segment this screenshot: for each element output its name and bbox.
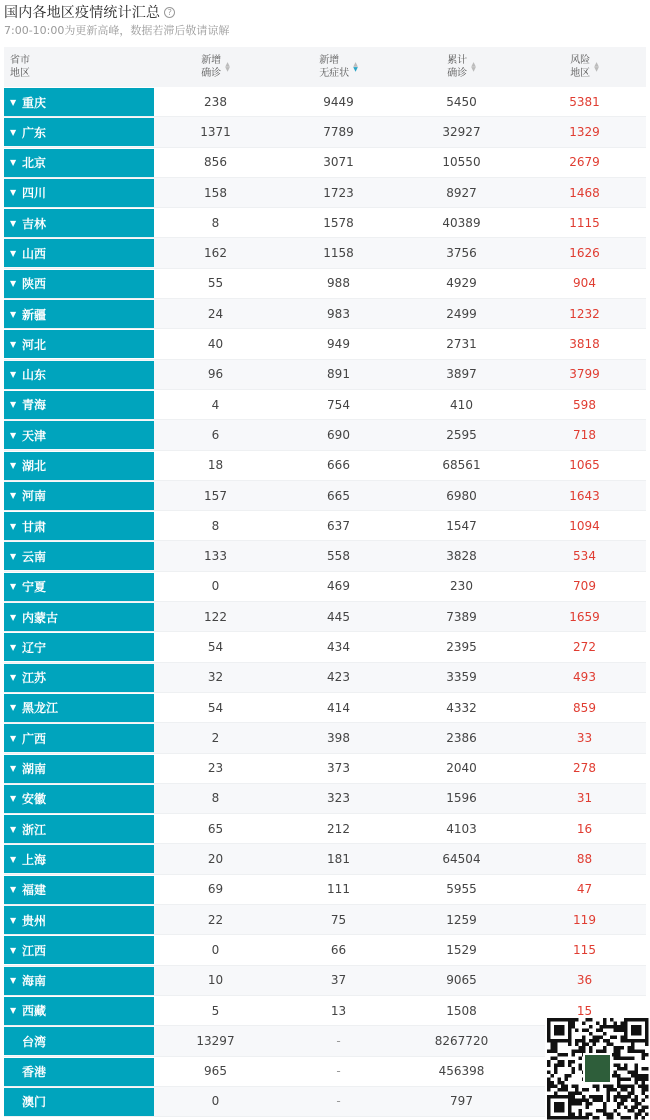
new-asymptomatic-cell: 754: [327, 397, 350, 412]
risk-areas-cell: 1065: [569, 458, 600, 473]
total-confirmed-cell: 4929: [446, 276, 477, 291]
province-toggle[interactable]: [4, 997, 154, 1025]
risk-areas-cell: 859: [573, 700, 596, 715]
province-toggle[interactable]: [4, 452, 154, 480]
province-name: 重庆: [22, 95, 47, 110]
risk-areas-cell: 1626: [569, 246, 600, 261]
province-toggle[interactable]: [4, 542, 154, 570]
caret-down-icon: ▼: [10, 612, 17, 622]
risk-areas-cell: 718: [573, 427, 596, 442]
new-confirmed-cell: 8: [211, 518, 220, 533]
new-confirmed-cell: 1371: [200, 124, 231, 139]
new-asymptomatic-cell: 1578: [323, 215, 354, 230]
province-name: 天津: [22, 428, 47, 443]
new-confirmed-cell: 238: [204, 94, 227, 109]
table-row: [4, 148, 646, 178]
new-asymptomatic-cell: 690: [327, 427, 350, 442]
province-name: 福建: [22, 883, 47, 898]
new-asymptomatic-cell: 558: [327, 549, 350, 564]
risk-areas-cell: 904: [573, 276, 596, 291]
total-confirmed-cell: 9065: [446, 973, 477, 988]
province-name: 上海: [22, 852, 47, 867]
province-name: 内蒙古: [22, 610, 59, 625]
province-name: 河北: [22, 337, 47, 352]
table-row: [4, 754, 646, 784]
total-confirmed-cell: 10550: [442, 155, 481, 170]
total-confirmed-cell: 230: [450, 579, 473, 594]
province-toggle[interactable]: [4, 724, 154, 752]
table-row: [4, 178, 646, 208]
province-name: 广西: [22, 731, 47, 746]
province-toggle[interactable]: [4, 1088, 154, 1116]
title-row: [4, 2, 175, 22]
new-asymptomatic-cell: 434: [327, 639, 350, 654]
province-name: 甘肃: [22, 519, 47, 534]
caret-down-icon: ▼: [10, 582, 17, 592]
province-toggle[interactable]: [4, 603, 154, 631]
province-toggle[interactable]: [4, 118, 154, 146]
table-row: [4, 541, 646, 571]
province-name: 香港: [22, 1065, 47, 1079]
table-row: [4, 269, 646, 299]
province-toggle[interactable]: [4, 1027, 154, 1055]
caret-down-icon: ▼: [10, 461, 17, 471]
risk-areas-cell: 33: [576, 730, 593, 745]
total-confirmed-cell: 2731: [446, 337, 477, 352]
new-asymptomatic-cell: 37: [330, 973, 347, 988]
new-asymptomatic-cell: 111: [327, 882, 350, 897]
province-toggle[interactable]: [4, 88, 154, 116]
new-confirmed-cell: 122: [204, 609, 227, 624]
sort-icon: ▲ ▼: [594, 61, 599, 73]
table-row: [4, 602, 646, 632]
province-toggle[interactable]: [4, 149, 154, 177]
new-asymptomatic-cell: 414: [327, 700, 350, 715]
total-confirmed-cell: 2595: [446, 427, 477, 442]
province-toggle[interactable]: [4, 967, 154, 995]
province-name: 四川: [22, 186, 47, 201]
risk-areas-cell: 15: [576, 1003, 593, 1018]
new-asymptomatic-cell: 949: [327, 337, 350, 352]
caret-down-icon: ▼: [10, 794, 17, 804]
total-confirmed-cell: 1547: [446, 518, 477, 533]
caret-down-icon: ▼: [10, 400, 17, 410]
new-asymptomatic-cell: 181: [327, 852, 350, 867]
caret-down-icon: ▼: [10, 158, 17, 168]
province-name: 西藏: [22, 1004, 47, 1019]
table-row: [4, 693, 646, 723]
caret-down-icon: ▼: [10, 642, 17, 652]
new-asymptomatic-cell: 373: [327, 761, 350, 776]
table-row: [4, 329, 646, 359]
province-name: 湖南: [22, 762, 47, 777]
table-row: [4, 632, 646, 662]
new-confirmed-cell: 965: [204, 1064, 227, 1079]
new-asymptomatic-cell: -: [336, 1094, 341, 1109]
province-toggle[interactable]: [4, 815, 154, 843]
table-row: [4, 784, 646, 814]
province-name: 青海: [22, 398, 47, 413]
risk-areas-cell: 1115: [569, 215, 600, 230]
total-confirmed-cell: 5450: [446, 94, 477, 109]
new-confirmed-cell: 96: [207, 367, 224, 382]
caret-down-icon: ▼: [10, 945, 17, 955]
new-confirmed-cell: 856: [204, 155, 227, 170]
province-name: 贵州: [22, 913, 47, 928]
new-confirmed-cell: 5: [211, 1003, 220, 1018]
page-title: 国内各地区疫情统计汇总: [4, 5, 161, 21]
province-name: 台湾: [22, 1034, 47, 1049]
caret-down-icon: ▼: [10, 248, 17, 258]
province-toggle[interactable]: [4, 391, 154, 419]
new-confirmed-cell: 20: [207, 852, 224, 867]
total-confirmed-cell: 410: [450, 397, 473, 412]
risk-areas-cell: 598: [573, 397, 596, 412]
sort-icon: ▲ ▼: [225, 61, 230, 73]
new-asymptomatic-cell: 1723: [323, 185, 354, 200]
new-asymptomatic-cell: 666: [327, 458, 350, 473]
province-toggle[interactable]: [4, 785, 154, 813]
new-confirmed-cell: 157: [204, 488, 227, 503]
table-row: [4, 481, 646, 511]
new-asymptomatic-cell: 988: [327, 276, 350, 291]
table-row: [4, 87, 646, 117]
table-row: [4, 420, 646, 450]
new-confirmed-cell: 22: [207, 912, 224, 927]
province-name: 浙江: [22, 822, 47, 837]
caret-down-icon: ▼: [10, 1006, 17, 1016]
table-body: [4, 87, 646, 1117]
new-confirmed-cell: 0: [211, 579, 220, 594]
qr-code-icon: [545, 1017, 650, 1120]
caret-down-icon: ▼: [10, 370, 17, 380]
total-confirmed-cell: 3756: [446, 246, 477, 261]
new-confirmed-cell: 0: [211, 942, 220, 957]
province-toggle[interactable]: [4, 512, 154, 540]
total-confirmed-cell: 1508: [446, 1003, 477, 1018]
risk-areas-cell: 1329: [569, 124, 600, 139]
risk-areas-cell: 31: [576, 791, 593, 806]
total-confirmed-cell: 1259: [446, 912, 477, 927]
new-asymptomatic-cell: 3071: [323, 155, 354, 170]
caret-down-icon: ▼: [10, 854, 17, 864]
table-row: [4, 935, 646, 965]
province-name: 山东: [22, 368, 47, 383]
province-toggle[interactable]: [4, 179, 154, 207]
new-confirmed-cell: 32: [207, 670, 224, 685]
province-name: 黑龙江: [22, 701, 59, 716]
total-confirmed-cell: 3359: [446, 670, 477, 685]
province-name: 山西: [22, 246, 47, 261]
caret-down-icon: ▼: [10, 976, 17, 986]
new-asymptomatic-cell: 323: [327, 791, 350, 806]
total-confirmed-cell: 7389: [446, 609, 477, 624]
new-confirmed-cell: 40: [207, 337, 224, 352]
new-asymptomatic-cell: 983: [327, 306, 350, 321]
new-asymptomatic-cell: 891: [327, 367, 350, 382]
new-confirmed-cell: 6: [211, 427, 220, 442]
caret-down-icon: ▼: [10, 824, 17, 834]
table-row: [4, 572, 646, 602]
new-confirmed-cell: 162: [204, 246, 227, 261]
risk-areas-cell: 115: [573, 942, 596, 957]
caret-down-icon: ▼: [10, 279, 17, 289]
risk-areas-cell: 47: [576, 882, 593, 897]
caret-down-icon: ▼: [10, 915, 17, 925]
province-toggle[interactable]: [4, 361, 154, 389]
table-row: [4, 511, 646, 541]
risk-areas-cell: 119: [573, 912, 596, 927]
new-confirmed-cell: 65: [207, 821, 224, 836]
new-asymptomatic-cell: 9449: [323, 94, 354, 109]
province-toggle[interactable]: [4, 633, 154, 661]
province-name: 湖北: [22, 459, 47, 474]
province-toggle[interactable]: [4, 270, 154, 298]
total-confirmed-cell: 8927: [446, 185, 477, 200]
risk-areas-cell: 1094: [569, 518, 600, 533]
risk-areas-cell: 272: [573, 639, 596, 654]
new-asymptomatic-cell: 398: [327, 730, 350, 745]
table-header: [4, 47, 646, 87]
province-toggle[interactable]: [4, 845, 154, 873]
table-row: [4, 117, 646, 147]
table-row: [4, 208, 646, 238]
province-toggle[interactable]: [4, 482, 154, 510]
risk-areas-cell: 5381: [569, 94, 600, 109]
new-confirmed-cell: 24: [207, 306, 224, 321]
caret-down-icon: ▼: [10, 339, 17, 349]
table-row: [4, 238, 646, 268]
total-confirmed-cell: 3897: [446, 367, 477, 382]
caret-down-icon: ▼: [10, 491, 17, 501]
risk-areas-cell: 1468: [569, 185, 600, 200]
risk-areas-cell: 534: [573, 549, 596, 564]
province-toggle[interactable]: [4, 1058, 154, 1086]
new-confirmed-cell: 158: [204, 185, 227, 200]
province-name: 北京: [22, 156, 47, 171]
sort-desc-active-icon: ▲ ▼: [353, 61, 358, 73]
province-toggle[interactable]: [4, 755, 154, 783]
risk-areas-cell: 1232: [569, 306, 600, 321]
new-asymptomatic-cell: -: [336, 1033, 341, 1048]
risk-areas-cell: 3799: [569, 367, 600, 382]
question-circle-icon[interactable]: ?: [164, 7, 175, 18]
risk-areas-cell: 493: [573, 670, 596, 685]
province-toggle[interactable]: [4, 209, 154, 237]
total-confirmed-cell: 1596: [446, 791, 477, 806]
table-row: [4, 723, 646, 753]
new-confirmed-cell: 8: [211, 215, 220, 230]
epidemic-stats-table: [4, 47, 646, 1117]
caret-down-icon: ▼: [10, 551, 17, 561]
caret-down-icon: ▼: [10, 309, 17, 319]
caret-down-icon: ▼: [10, 703, 17, 713]
province-name: 海南: [22, 974, 47, 989]
total-confirmed-cell: 68561: [442, 458, 481, 473]
new-asymptomatic-cell: 665: [327, 488, 350, 503]
risk-areas-cell: 709: [573, 579, 596, 594]
province-toggle[interactable]: [4, 421, 154, 449]
total-confirmed-cell: 4103: [446, 821, 477, 836]
risk-areas-cell: 278: [573, 761, 596, 776]
new-confirmed-cell: 0: [211, 1094, 220, 1109]
total-confirmed-cell: 32927: [442, 124, 481, 139]
risk-areas-cell: 3818: [569, 337, 600, 352]
province-name: 江苏: [22, 671, 47, 686]
province-toggle[interactable]: [4, 906, 154, 934]
caret-down-icon: ▼: [10, 764, 17, 774]
caret-down-icon: ▼: [10, 430, 17, 440]
new-asymptomatic-cell: 75: [330, 912, 347, 927]
new-asymptomatic-cell: -: [336, 1064, 341, 1079]
table-row: [4, 299, 646, 329]
total-confirmed-cell: 2395: [446, 639, 477, 654]
new-asymptomatic-cell: 7789: [323, 124, 354, 139]
new-confirmed-cell: 54: [207, 700, 224, 715]
new-confirmed-cell: 4: [211, 397, 220, 412]
province-toggle[interactable]: [4, 876, 154, 904]
new-asymptomatic-cell: 13: [330, 1003, 347, 1018]
new-confirmed-cell: 69: [207, 882, 224, 897]
caret-down-icon: ▼: [10, 521, 17, 531]
province-toggle[interactable]: [4, 664, 154, 692]
table-row: [4, 966, 646, 996]
new-confirmed-cell: 2: [211, 730, 220, 745]
column-header-risk-areas[interactable]: 风险 地区 ▲ ▼: [570, 55, 599, 79]
total-confirmed-cell: 5955: [446, 882, 477, 897]
province-name: 江西: [22, 943, 47, 958]
caret-down-icon: ▼: [10, 127, 17, 137]
table-row: [4, 360, 646, 390]
total-confirmed-cell: 3828: [446, 549, 477, 564]
province-name: 辽宁: [22, 640, 47, 655]
new-confirmed-cell: 54: [207, 639, 224, 654]
risk-areas-cell: 2679: [569, 155, 600, 170]
total-confirmed-cell: 4332: [446, 700, 477, 715]
new-asymptomatic-cell: 423: [327, 670, 350, 685]
table-row: [4, 451, 646, 481]
province-name: 澳门: [22, 1095, 47, 1110]
total-confirmed-cell: 1529: [446, 942, 477, 957]
table-row: [4, 905, 646, 935]
total-confirmed-cell: 40389: [442, 215, 481, 230]
total-confirmed-cell: 797: [450, 1094, 473, 1109]
risk-areas-cell: 1659: [569, 609, 600, 624]
province-name: 河南: [22, 489, 47, 504]
table-row: [4, 390, 646, 420]
province-name: 吉林: [22, 216, 47, 231]
new-confirmed-cell: 8: [211, 791, 220, 806]
table-row: [4, 814, 646, 844]
province-toggle[interactable]: [4, 300, 154, 328]
risk-areas-cell: 36: [576, 973, 593, 988]
caret-down-icon: ▼: [10, 885, 17, 895]
province-name: 新疆: [22, 307, 47, 322]
table-row: [4, 875, 646, 905]
table-row: [4, 663, 646, 693]
province-name: 宁夏: [22, 580, 47, 595]
new-confirmed-cell: 18: [207, 458, 224, 473]
table-row: [4, 844, 646, 874]
new-confirmed-cell: 13297: [196, 1033, 235, 1048]
new-confirmed-cell: 23: [207, 761, 224, 776]
total-confirmed-cell: 456398: [438, 1064, 485, 1079]
column-header-new-asymptomatic[interactable]: 新增 无症状 ▲ ▼: [319, 55, 358, 79]
sort-icon: ▲ ▼: [471, 61, 476, 73]
new-confirmed-cell: 55: [207, 276, 224, 291]
page-subtitle: 7:00-10:00为更新高峰，数据若滞后敬请谅解: [4, 24, 230, 37]
column-header-new-confirmed[interactable]: 新增 确诊 ▲ ▼: [201, 55, 230, 79]
risk-areas-cell: 16: [576, 821, 593, 836]
total-confirmed-cell: 64504: [442, 852, 481, 867]
caret-down-icon: ▼: [10, 218, 17, 228]
column-header-total-confirmed[interactable]: 累计 确诊 ▲ ▼: [447, 55, 476, 79]
province-name: 云南: [22, 549, 47, 564]
new-confirmed-cell: 10: [207, 973, 224, 988]
total-confirmed-cell: 2499: [446, 306, 477, 321]
total-confirmed-cell: 8267720: [434, 1033, 489, 1048]
total-confirmed-cell: 2040: [446, 761, 477, 776]
new-asymptomatic-cell: 469: [327, 579, 350, 594]
caret-down-icon: ▼: [10, 673, 17, 683]
risk-areas-cell: 88: [576, 852, 593, 867]
province-name: 安徽: [22, 792, 47, 807]
province-name: 广东: [22, 125, 47, 140]
new-asymptomatic-cell: 1158: [323, 246, 354, 261]
province-toggle[interactable]: [4, 573, 154, 601]
province-toggle[interactable]: [4, 694, 154, 722]
new-confirmed-cell: 133: [204, 549, 227, 564]
province-name: 陕西: [22, 277, 47, 292]
column-header-region: 省市 地区: [10, 55, 30, 79]
new-asymptomatic-cell: 637: [327, 518, 350, 533]
risk-areas-cell: 1643: [569, 488, 600, 503]
new-asymptomatic-cell: 66: [330, 942, 347, 957]
caret-down-icon: ▼: [10, 733, 17, 743]
province-toggle[interactable]: [4, 936, 154, 964]
province-toggle[interactable]: [4, 239, 154, 267]
new-asymptomatic-cell: 212: [327, 821, 350, 836]
caret-down-icon: ▼: [10, 188, 17, 198]
new-asymptomatic-cell: 445: [327, 609, 350, 624]
total-confirmed-cell: 2386: [446, 730, 477, 745]
total-confirmed-cell: 6980: [446, 488, 477, 503]
caret-down-icon: ▼: [10, 97, 17, 107]
province-toggle[interactable]: [4, 330, 154, 358]
